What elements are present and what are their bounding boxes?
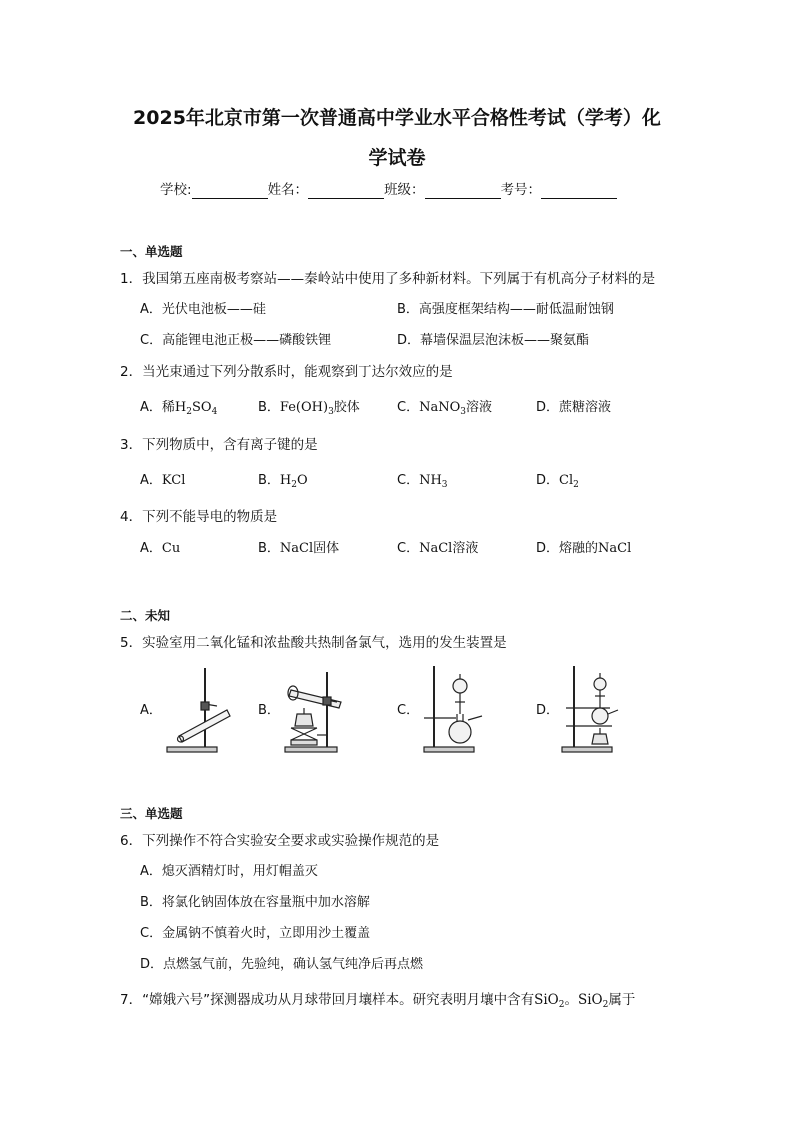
student-info-line: [160, 181, 617, 199]
question-5-option-d: D．: [536, 703, 560, 718]
question-3-option-c: [397, 472, 448, 494]
number-label: 考号：: [500, 182, 542, 198]
question-7-stem: [120, 991, 635, 1014]
question-1-option-d: D．幕墙保温层泡沫板——聚氨酯: [397, 333, 590, 348]
option-b-label: B．: [258, 473, 280, 488]
apparatus-c-funnel-flask-icon: [422, 662, 494, 754]
question-4-option-c: [397, 540, 478, 558]
question-6-option-b: B．将氯化钠固体放在容量瓶中加水溶解: [140, 895, 370, 910]
question-1-stem: 1．我国第五座南极考察站——秦岭站中使用了多种新材料。下列属于有机高分子材料的是: [120, 271, 656, 287]
question-5-option-c: C．: [397, 703, 420, 718]
question-3-option-d: [536, 472, 579, 494]
section-heading-1: 一、单选题: [120, 244, 183, 259]
page-title-line2: 学试卷: [368, 147, 426, 169]
question-6-option-c: C．金属钠不慎着火时，立即用沙土覆盖: [140, 926, 371, 941]
formula-feoh3: $Fe(OH)_3$: [279, 400, 334, 417]
question-1-option-b: B．高强度框架结构——耐低温耐蚀钢: [397, 302, 614, 317]
number-blank[interactable]: [541, 184, 617, 199]
option-d-label: D．熔融的: [536, 541, 599, 556]
option-d-label: D．: [536, 473, 560, 488]
section-heading-2: 二、未知: [120, 608, 171, 623]
formula-sio2: SiO$_2$: [577, 992, 609, 1010]
question-5-option-b: B．: [258, 703, 280, 718]
option-a-label: A．稀: [140, 400, 175, 415]
question-2-stem: 2．当光束通过下列分散系时，能观察到丁达尔效应的是: [120, 364, 453, 380]
option-b-label: B．: [258, 400, 280, 415]
option-b-suffix: 胶体: [333, 400, 360, 415]
page-title-line1: 2025年北京市第一次普通高中学业水平合格性考试（学考）化: [133, 107, 661, 129]
formula-h2o: $H_2O$: [279, 473, 308, 490]
formula-cu: Cu: [161, 541, 181, 556]
school-blank[interactable]: [192, 184, 268, 199]
question-5-option-a: A．: [140, 703, 162, 718]
question-1-option-a: A．光伏电池板——硅: [140, 302, 266, 317]
school-label: 学校:: [160, 182, 192, 198]
name-blank[interactable]: [308, 184, 384, 199]
formula-nh3: $NH_3$: [419, 473, 448, 490]
option-a-label: A．: [140, 473, 162, 488]
name-label: 姓名：: [267, 182, 309, 198]
option-b-suffix: 固体: [313, 541, 340, 556]
question-6-option-d: D．点燃氢气前，先验纯，确认氢气纯净后再点燃: [140, 957, 424, 972]
formula-h2so4: $H_2SO_4$: [174, 400, 218, 417]
formula-kcl: KCl: [161, 473, 186, 488]
formula-cl2: $Cl_2$: [559, 473, 579, 490]
question-4-option-b: [258, 540, 339, 558]
question-7-punct: 。: [564, 992, 578, 1008]
question-6-stem: 6．下列操作不符合实验安全要求或实验操作规范的是: [120, 833, 440, 849]
apparatus-a-test-tube-icon: [165, 662, 237, 754]
question-6-option-a: A．熄灭酒精灯时，用灯帽盖灭: [140, 864, 318, 879]
section-heading-3: 三、单选题: [120, 806, 183, 821]
question-2-option-b: [258, 399, 360, 421]
formula-nano3: NaNO$_3$: [419, 400, 466, 417]
question-4-stem: 4．下列不能导电的物质是: [120, 509, 278, 525]
formula-nacl: NaCl: [419, 541, 453, 556]
question-4-option-a: [140, 540, 180, 558]
question-7-tail: 属于: [608, 992, 636, 1008]
option-c-suffix: 溶液: [452, 541, 479, 556]
question-2-option-d: D．蔗糖溶液: [536, 400, 612, 415]
question-1-option-c: C．高能锂电池正极——磷酸铁锂: [140, 333, 332, 348]
question-5-stem: 5．实验室用二氧化锰和浓盐酸共热制备氯气，选用的发生装置是: [120, 635, 507, 651]
question-3-option-b: [258, 472, 308, 494]
option-c-label: C．: [397, 473, 420, 488]
formula-sio2: SiO$_2$: [534, 992, 565, 1010]
class-label: 班级：: [384, 182, 425, 198]
option-a-label: A．: [140, 541, 162, 556]
formula-nacl: NaCl: [279, 541, 314, 556]
question-3-stem: 3．下列物质中，含有离子键的是: [120, 437, 318, 453]
question-7-text: 7．“嫦娥六号”探测器成功从月球带回月壤样本。研究表明月壤中含有: [120, 992, 535, 1008]
apparatus-b-tube-heating-icon: [283, 662, 359, 754]
option-c-suffix: 溶液: [465, 400, 492, 415]
question-2-option-a: [140, 399, 217, 421]
question-4-option-d: [536, 540, 631, 558]
option-b-label: B．: [258, 541, 280, 556]
formula-nacl: NaCl: [598, 541, 632, 556]
question-3-option-a: [140, 472, 185, 490]
question-2-option-c: [397, 399, 492, 421]
option-c-label: C．: [397, 400, 420, 415]
option-c-label: C．: [397, 541, 420, 556]
class-blank[interactable]: [425, 184, 501, 199]
apparatus-d-funnel-flask-burner-icon: [560, 662, 632, 754]
